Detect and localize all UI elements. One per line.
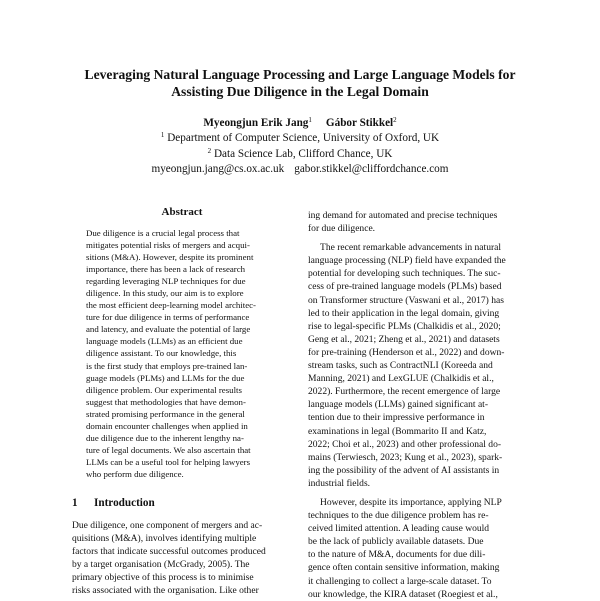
text-line: suggest that methodologies that have demon- bbox=[86, 396, 246, 407]
text-line: However, despite its importance, applying NLP bbox=[320, 496, 502, 508]
text-line: led to their application in the legal domain, giving bbox=[308, 307, 500, 319]
text-line: domain encounter challenges when applied in bbox=[86, 420, 248, 431]
title-line: Leveraging Natural Language Processing and Large Language Models for bbox=[84, 67, 516, 82]
text-line: diligence. In this study, our aim is to explore bbox=[86, 288, 244, 299]
text-line: for pre-training (Henderson et al., 2022) and down- bbox=[308, 346, 505, 358]
text-line: The recent remarkable advancements in natural bbox=[320, 242, 502, 254]
text-line: quisitions (M&A), involves identifying multiple bbox=[72, 533, 257, 545]
email: gabor.stikkel@cliffordchance.com bbox=[294, 162, 449, 175]
text-line: 2022; Choi et al., 2023) and other professional do- bbox=[308, 438, 502, 450]
text-line: language models (LLMs) gained significant at- bbox=[308, 399, 489, 411]
text-line: examinations in legal (Bommarito II and Katz, bbox=[308, 425, 487, 437]
text-line: diligence problem. Our experimental results bbox=[86, 384, 242, 395]
text-line: be the lack of publicly available datasets. Due bbox=[308, 536, 484, 548]
text-line: ing demand for automated and precise techniques bbox=[308, 210, 498, 221]
text-line: ture of legal documents. We also ascertain that bbox=[86, 444, 251, 455]
text-line: gence often contain sensitive information, making bbox=[308, 562, 500, 574]
text-line: on Transformer structure (Vaswani et al., 2017) has bbox=[308, 294, 504, 306]
text-line: is the first study that employs pre-trained lan- bbox=[86, 360, 248, 371]
text-line: mains (Terwiesch, 2023; Kung et al., 2023), spark- bbox=[308, 451, 503, 463]
text-line: Manning, 2021) and LexGLUE (Chalkidis et al., bbox=[308, 373, 494, 385]
text-line: rise to legal-specific PLMs (Chalkidis et al., 2020; bbox=[308, 320, 501, 332]
text-line: ceived limited attention. A leading cause would bbox=[308, 523, 490, 535]
text-line: 2022). Furthermore, the recent emergence of large bbox=[308, 386, 501, 398]
text-line: for due diligence. bbox=[308, 223, 376, 235]
text-line: by a target organisation (McGrady, 2005). The bbox=[72, 559, 250, 571]
text-line: language models (LLMs) as an efficient due bbox=[86, 336, 243, 347]
text-line: who perform due diligence. bbox=[86, 468, 184, 479]
intro-left-column bbox=[72, 519, 300, 598]
author-names bbox=[40, 116, 560, 131]
text-line: Due diligence is a crucial legal process that bbox=[86, 228, 240, 238]
author-emails bbox=[40, 162, 560, 177]
affiliation bbox=[40, 131, 560, 146]
text-line: cess of pre-trained language models (PLMs) based bbox=[308, 281, 502, 293]
affiliation bbox=[40, 147, 560, 162]
intro-right-column bbox=[308, 209, 534, 601]
text-line: Due diligence, one component of mergers and ac- bbox=[72, 520, 263, 531]
author-name: Gábor Stikkel bbox=[325, 117, 394, 129]
affiliation-sup: 1 bbox=[160, 131, 165, 140]
text-line: industrial fields. bbox=[308, 477, 371, 489]
affiliation-text: Department of Computer Science, University of Oxford, UK bbox=[167, 132, 440, 145]
text-line: it challenging to collect a large-scale dataset. To bbox=[308, 575, 492, 587]
author-sup: 2 bbox=[393, 116, 397, 124]
text-line: factors that indicate successful outcomes produced bbox=[72, 546, 266, 558]
text-line: ing the possibility of the advent of AI assistants in bbox=[308, 464, 500, 476]
text-line: sitions (M&A). However, despite its prominent bbox=[86, 252, 254, 263]
section-heading bbox=[72, 497, 155, 509]
section-title: Introduction bbox=[94, 497, 155, 509]
text-line: LLMs can be a useful tool for helping lawyers bbox=[86, 456, 251, 467]
abstract-body bbox=[86, 227, 282, 480]
text-line: due diligence due to the inherent lengthy na- bbox=[86, 432, 244, 443]
text-line: tention due to their impressive performance in bbox=[308, 412, 485, 424]
text-line: strated promising performance in the general bbox=[86, 408, 245, 419]
abstract-heading: Abstract bbox=[161, 206, 203, 218]
title-line: Assisting Due Diligence in the Legal Domain bbox=[171, 84, 429, 99]
author-name: Myeongjun Erik Jang bbox=[203, 117, 309, 129]
text-line: potential for developing such techniques. The suc- bbox=[308, 268, 501, 280]
author-block bbox=[40, 116, 560, 177]
section-number: 1 bbox=[72, 497, 78, 509]
text-line: techniques to the due diligence problem has re- bbox=[308, 510, 489, 522]
text-line: to the nature of M&A, documents for due dili- bbox=[308, 549, 486, 561]
text-line: regarding leveraging NLP techniques for due bbox=[86, 276, 246, 287]
affiliation-text: Data Science Lab, Clifford Chance, UK bbox=[213, 147, 393, 160]
text-line: ture for due diligence in terms of performance bbox=[86, 312, 250, 323]
text-line: our knowledge, the KIRA dataset (Roegiest et al., bbox=[308, 588, 498, 600]
text-line: guage models (PLMs) and LLMs for the due bbox=[86, 372, 245, 383]
text-line: risks associated with the organisation. Like other bbox=[72, 585, 259, 597]
text-line: stream tasks, such as ContractNLI (Koreeda and bbox=[308, 360, 493, 372]
text-line: the most efficient deep-learning model architec- bbox=[86, 300, 257, 311]
author-sup: 1 bbox=[308, 116, 312, 124]
text-line: Geng et al., 2021; Zheng et al., 2021) and datasets bbox=[308, 333, 500, 345]
text-line: mitigates potential risks of mergers and acqui- bbox=[86, 240, 250, 251]
paper-title bbox=[40, 66, 560, 100]
email: myeongjun.jang@cs.ox.ac.uk bbox=[151, 162, 285, 175]
text-line: importance, there has been a lack of research bbox=[86, 264, 246, 275]
text-line: primary objective of this process is to minimise bbox=[72, 572, 254, 584]
text-line: and latency, and evaluate the potential of large bbox=[86, 324, 251, 335]
text-line: language processing (NLP) field have expanded the bbox=[308, 255, 506, 267]
text-line: diligence assistant. To our knowledge, this bbox=[86, 348, 237, 359]
affiliation-sup: 2 bbox=[207, 146, 212, 155]
